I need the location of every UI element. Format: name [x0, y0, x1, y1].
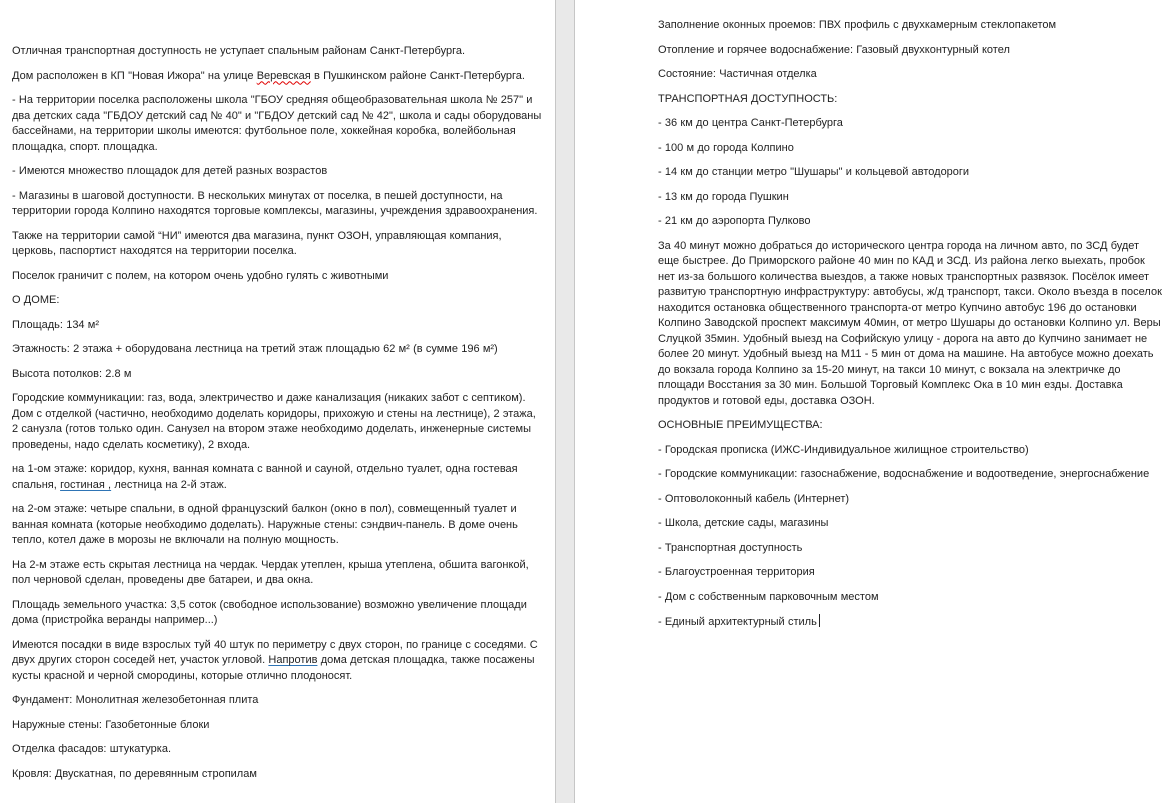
paragraph	[12, 638, 545, 685]
text-run: Заполнение оконных проемов: ПВХ профиль с двухкамерным стеклопакетом	[658, 19, 1057, 31]
paragraph	[12, 742, 545, 758]
text-run: Этажность: 2 этажа + оборудована лестница на третий этаж площадью 62 м² (в сумме 196 м²)	[12, 343, 498, 355]
paragraph	[12, 269, 545, 285]
text-run: За 40 минут можно добраться до исторического центра города на личном авто, по ЗСД будет еще быстрее. До Приморского районе 40 мин по КАД и ЗСД. Из района легко выехать, пробок нет из-за большого количества выездов, а также новых транспортных развязок. Посёлок имеет развитую транспортную инфраструктуру: автобусы, ж/д транспорт, такси. Около въезда в поселок находится остановка общественного транспорта-от метро Купчино автобус 196 до остановки Колпино Заводской проспект максимум 40мин, от метро Шушары до остановки Колпино ул. Веры Слуцкой 35мин. Удобный выезд на Софийскую улицу - дорога на авто до Купчино занимает не более 20 минут. Удобный выезд на М11 - 5 мин от дома на машине. На автобусе можно доехать до вокзала города Колпино за 15-20 минут, на такси 10 минут, с вокзала на электричке до площади Восстания за 30 мин. Большой Торговый Комплекс Ока в 10 мин езды. Доставка продуктов и готовой еды, доставка ОЗОН.	[658, 239, 1162, 407]
text-run: ОСНОВНЫЕ ПРЕИМУЩЕСТВА:	[658, 419, 823, 431]
paragraph	[658, 565, 1162, 581]
text-run: Отличная транспортная доступность не уступает спальным районам Санкт-Петербурга.	[12, 45, 466, 57]
paragraph	[658, 43, 1162, 59]
text-run: - На территории поселка расположены школа "ГБОУ средняя общеобразовательная школа № 257" и два детских сада "ГБДОУ детский сад № 40" и "ГБДОУ детский сад № 42", школа и сады оборудованы бассейнами, на территории школы имеются: футбольное поле, хоккейная коробка, волейбольная площадка, спорт. площадка.	[12, 94, 542, 153]
paragraph	[658, 492, 1162, 508]
text-run: Площадь: 134 м²	[12, 318, 100, 331]
text-run: - Городские коммуникации: газоснабжение, водоснабжение и водоотведение, энергоснабжение	[658, 468, 1150, 480]
paragraph	[12, 391, 545, 453]
text-run: Имеются посадки в виде взрослых туй 40 штук по периметру с двух сторон, по границе с соседями. С двух других сторон соседей нет, участок угловой.	[12, 638, 538, 666]
text-run: Состояние: Частичная отделка	[658, 68, 817, 80]
text-run: О ДОМЕ:	[12, 294, 60, 306]
text-run: - Оптоволоконный кабель (Интернет)	[658, 492, 850, 505]
paragraph	[658, 614, 1162, 631]
paragraph	[658, 516, 1162, 532]
paragraph	[12, 69, 545, 85]
paragraph	[658, 239, 1162, 410]
text-run: в Пушкинском районе Санкт-Петербурга.	[310, 69, 525, 82]
paragraph	[658, 18, 1162, 34]
text-run: Кровля: Двускатная, по деревянным стропилам	[12, 767, 257, 780]
text-run: Поселок граничит с полем, на котором очень удобно гулять с животными	[12, 269, 389, 282]
paragraph	[658, 418, 1162, 434]
paragraph	[12, 318, 545, 334]
paragraph	[658, 165, 1162, 181]
text-run: На 2-м этаже есть скрытая лестница на чердак. Чердак утеплен, крыша утеплена, обшита вагонкой, пол черновой сделан, проведены две батареи, и два окна.	[12, 558, 529, 586]
paragraph	[12, 558, 545, 589]
text-run: Также на территории самой “НИ” имеются два магазина, пункт ОЗОН, управляющая компания, церковь, паспортист находятся на территории поселка.	[12, 229, 502, 257]
text-run: - Благоустроенная территория	[658, 566, 815, 578]
paragraph	[658, 590, 1162, 606]
text-run: - 21 км до аэропорта Пулково	[658, 215, 811, 227]
paragraph	[658, 116, 1162, 132]
text-run: Городские коммуникации: газ, вода, электричество и даже канализация (никаких забот с септиком). Дом с отделкой (частично, необходимо доделать коридоры, прихожую и стены на лестнице), 2 этажа, 2 санузла (готов только один. Санузел на втором этаже необходимо доделать, инженерные системы проведены, надо сделать косметику), 2 входа.	[12, 392, 536, 451]
paragraph	[12, 44, 545, 60]
text-run: - Единый архитектурный стиль	[658, 616, 817, 628]
paragraph	[12, 189, 545, 220]
paragraph	[12, 342, 545, 358]
paragraph	[12, 718, 545, 734]
paragraph	[658, 467, 1162, 483]
paragraph	[658, 214, 1162, 230]
text-run: - Школа, детские сады, магазины	[658, 517, 829, 529]
text-run: Дом расположен в КП "Новая Ижора" на улице	[12, 69, 257, 82]
text-run: дома детская площадка, также посажены кусты красной и черной смородины, которые отлично плодоносят.	[12, 654, 535, 682]
text-run: - Транспортная доступность	[658, 541, 803, 554]
paragraph	[658, 92, 1162, 108]
text-run-squiggle: Веревская	[256, 69, 311, 82]
text-run: Наружные стены: Газобетонные блоки	[12, 718, 210, 731]
text-run: Фундамент: Монолитная железобетонная плита	[12, 694, 259, 706]
text-run: - Имеются множество площадок для детей разных возрастов	[12, 165, 328, 177]
text-run: - 36 км до центра Санкт-Петербурга	[658, 117, 843, 129]
text-run: - 13 км до города Пушкин	[658, 190, 789, 203]
text-run: Отделка фасадов: штукатурка.	[12, 743, 172, 755]
page-left-content	[12, 44, 545, 782]
text-run-u-blue: Напротив	[268, 654, 318, 666]
paragraph	[12, 229, 545, 260]
page-right[interactable]	[575, 0, 1174, 803]
paragraph	[12, 462, 545, 493]
page-right-content	[658, 18, 1162, 631]
text-run: Площадь земельного участка: 3,5 соток (свободное использование) возможно увеличение площади дома (пристройка веранды например...)	[12, 598, 527, 626]
paragraph	[12, 767, 545, 783]
text-run: - 100 м до города Колпино	[658, 141, 794, 154]
paragraph	[658, 190, 1162, 206]
text-cursor	[819, 614, 820, 627]
text-run: - Дом с собственным парковочным местом	[658, 590, 879, 603]
text-run: на 1-ом этаже: коридор, кухня, ванная комната с ванной и сауной, отдельно туалет, одна гостевая спальня,	[12, 463, 518, 491]
paragraph	[12, 693, 545, 709]
page-left[interactable]	[0, 0, 555, 803]
paragraph	[12, 598, 545, 629]
text-run: ТРАНСПОРТНАЯ ДОСТУПНОСТЬ:	[658, 92, 838, 105]
paragraph	[658, 141, 1162, 157]
text-run: на 2-ом этаже: четыре спальни, в одной французский балкон (окно в пол), совмещенный туалет и ванная комната (которые необходимо доделать). Наружные стены: сэндвич-панель. В доме очень тепло, котел даже в морозы не включали на полную мощность.	[12, 503, 518, 546]
paragraph	[12, 367, 545, 383]
text-run-u-blue: гостиная ,	[60, 478, 112, 491]
text-run: - 14 км до станции метро "Шушары" и кольцевой автодороги	[658, 166, 970, 178]
paragraph	[658, 443, 1162, 459]
text-run: - Магазины в шаговой доступности. В нескольких минутах от поселка, в пешей доступности, на территории города Колпино находятся торговые комплексы, магазины, учреждения здравоохранения.	[12, 189, 538, 217]
paragraph	[658, 541, 1162, 557]
text-run: лестница на 2-й этаж.	[111, 478, 227, 491]
text-run: - Городская прописка (ИЖС-Индивидуальное жилищное строительство)	[658, 443, 1029, 456]
paragraph	[12, 293, 545, 309]
paragraph	[658, 67, 1162, 83]
page-gutter	[555, 0, 575, 803]
paragraph	[12, 502, 545, 549]
text-run: Отопление и горячее водоснабжение: Газовый двухконтурный котел	[658, 43, 1010, 56]
paragraph	[12, 164, 545, 180]
text-run: Высота потолков: 2.8 м	[12, 367, 132, 380]
paragraph	[12, 93, 545, 155]
